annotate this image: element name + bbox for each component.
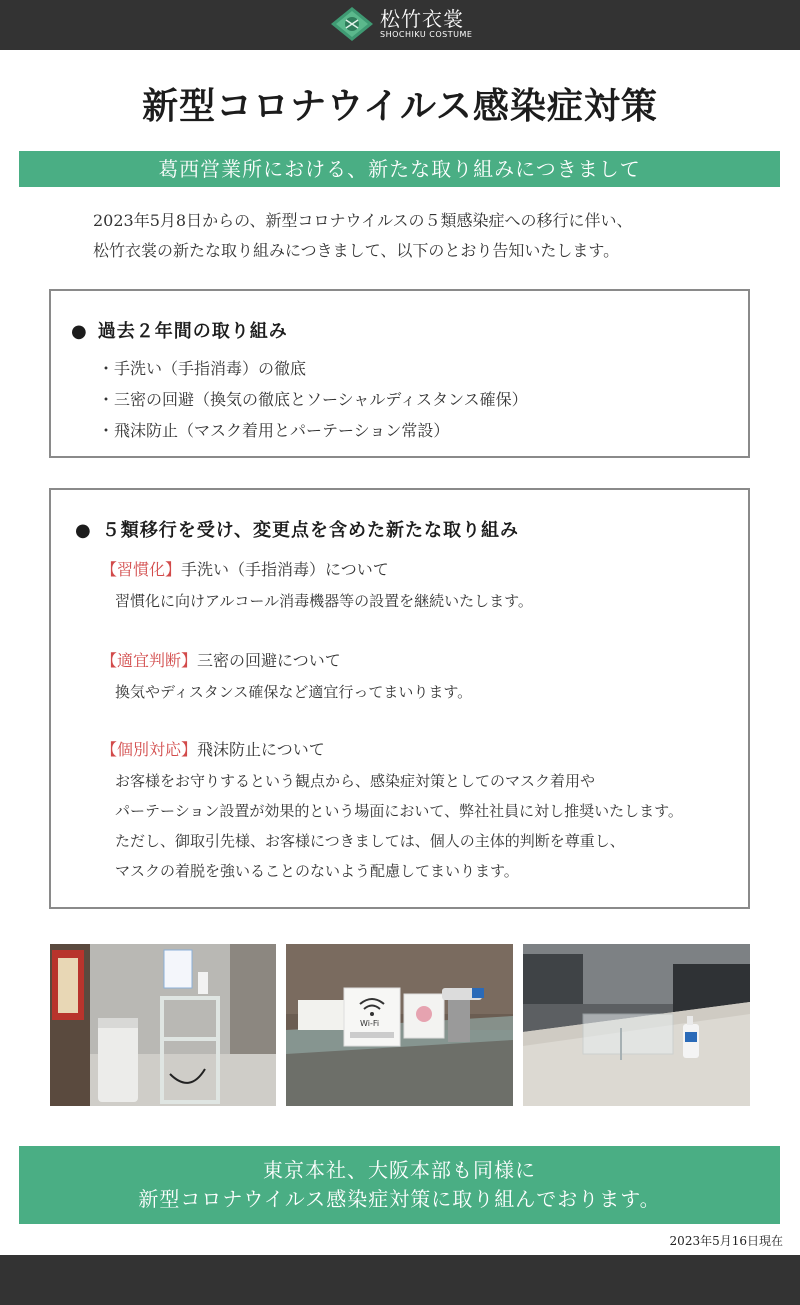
measure-text: 換気やディスタンス確保など適宜行ってまいります。 [115,683,473,701]
wifi-label: Wi-Fi [360,1019,380,1028]
measure-text: お客様をお守りするという観点から、感染症対策としてのマスク着用や [115,772,596,790]
logo-name-jp: 松竹衣裳 [380,7,464,31]
new-measures-heading: ● ５類移行を受け、変更点を含めた新たな取り組み [75,520,519,541]
measure-title: 三密の回避について [197,651,341,670]
measure-title: 飛沫防止について [197,740,325,759]
measure-title: 手洗い（手指消毒）について [181,560,389,579]
list-item: ・飛沫防止（マスク着用とパーテーション常設） [98,421,450,440]
measure-section-three-cs [101,649,472,707]
past-measures-heading: ● 過去２年間の取り組み [71,321,288,342]
photo-meeting-table-partition [523,944,750,1106]
new-measures-box [49,488,750,909]
page-title: 新型コロナウイルス感染症対策 [142,85,658,127]
intro-line-1: 2023年5月8日からの、新型コロナウイルスの５類感染症への移行に伴い、 [93,211,633,230]
measure-text: ただし、御取引先様、お客様につきましては、個人の主体的判断を尊重し、 [115,832,625,850]
photo-air-purifier-station [50,944,276,1106]
list-item: ・三密の回避（換気の徹底とソーシャルディスタンス確保） [98,390,528,409]
logo[interactable] [330,6,472,42]
closing-line-2: 新型コロナウイルス感染症対策に取り組んでおります。 [138,1187,661,1211]
measure-section-handwashing [101,558,533,616]
footer-bar [0,1255,800,1305]
header-bar [0,0,800,50]
logo-emblem-icon [330,6,374,42]
intro-line-2: 松竹衣裳の新たな取り組みにつきまして、以下のとおり告知いたします。 [93,241,620,260]
closing-line-1: 東京本社、大阪本部も同様に [263,1158,536,1182]
list-item: ・手洗い（手指消毒）の徹底 [98,359,307,378]
measure-tag: 【個別対応】 [101,740,198,759]
photo-wifi-sign-thermometer [286,944,513,1106]
closing-banner [19,1146,780,1224]
past-measures-list [98,353,528,446]
bullet-icon: ● [71,321,88,342]
measure-text: マスクの着脱を強いることのないよう配慮してまいります。 [115,862,519,880]
past-measures-box [49,289,750,458]
logo-name-en: SHOCHIKU COSTUME [380,30,473,39]
subtitle-banner: 葛西営業所における、新たな取り組みにつきまして [19,151,780,187]
measure-tag: 【習慣化】 [101,560,182,579]
measure-text: パーテーション設置が効果的という場面において、弊社社員に対し推奨いたします。 [115,802,683,820]
measure-tag: 【適宜判断】 [101,651,198,670]
as-of-date: 2023年5月16日現在 [669,1234,783,1248]
bullet-icon: ● [75,520,92,541]
measure-section-droplets [101,738,683,886]
measure-text: 習慣化に向けアルコール消毒機器等の設置を継続いたします。 [115,592,533,610]
intro-text [93,206,632,266]
